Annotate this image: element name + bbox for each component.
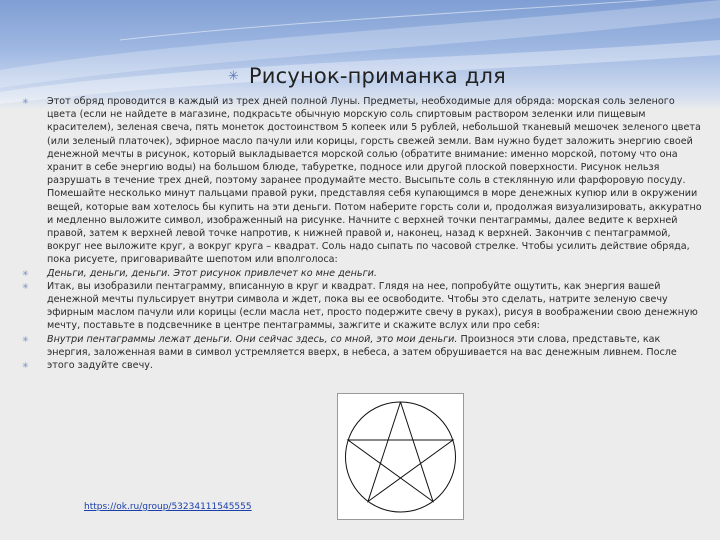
pentagram-icon (338, 394, 463, 519)
paragraph-1 (22, 95, 702, 267)
header-swoosh (0, 0, 720, 110)
paragraph-italic: Внутри пентаграммы лежат деньги. Они сейчас здесь, со мной, это мои деньги. (47, 333, 458, 345)
slide-body (22, 95, 702, 425)
paragraph-5 (22, 359, 702, 372)
paragraph-italic: Деньги, деньги, деньги. Этот рисунок привлечет ко мне деньги. (47, 267, 377, 279)
bullet-icon: ✳ (22, 268, 29, 278)
title-text: Рисунок-приманка для (248, 64, 506, 88)
pentagram-image (337, 393, 464, 520)
paragraph-3 (22, 280, 702, 333)
paragraph-text: этого задуйте свечу. (47, 360, 153, 372)
bullet-icon: ✳ (22, 281, 29, 291)
source-link[interactable]: https://ok.ru/group/53234111545555 (84, 502, 252, 512)
paragraph-2 (22, 267, 702, 280)
slide-title (228, 63, 628, 89)
paragraph-4 (22, 333, 702, 359)
bullet-icon: ✳ (22, 361, 29, 371)
bullet-icon: ✳ (22, 97, 29, 106)
bullet-icon: ✳ (22, 334, 29, 344)
title-bullet-icon: ✳ (228, 68, 239, 84)
header-band (0, 0, 720, 110)
paragraph-text: Произнося эти слова, представьте, как энергия, заложенная вами в символ устремляется вверх, в небеса, а затем обрушивается на вас денежным ливнем. После (47, 333, 677, 358)
paragraph-text: Этот обряд проводится в каждый из трех дней полной Луны. Предметы, необходимые для обряда: морская соль зеленого цвета (если не найдете в магазине, подкрасьте обычную морскую соль спиртовым раствором зеленки или пищевым красителем), зеленая свеча, пять монеток достоинством 5 копеек или 5 рублей, небольшой тканевый мешочек зеленого цвета (или зеленый платочек), эфирное масло пачули или корицы, горсть свежей земли. Вам нужно будет заложить энергию своей денежной мечты в рисунок, который выкладывается морской солью (обратите внимание: именно морской, потому что она хранит в себе энергию воды) на большом блюде, табуретке, подносе или другой плоской поверхности. Рисунок нельзя разрушать в течение трех дней, поэтому заранее продумайте место. Высыпьте соль в стеклянную или фарфоровую посуду. Помешайте несколько минут пальцами правой руки, представляя себя купающимся в море денежных купюр или в окружении вещей, которые вам хотелось бы купить на эти деньги. Потом наберите горсть соли и, продолжая визуализировать, аккуратно и медленно выложите символ, изображенный на рисунке. Начните с верхней точки пентаграммы, далее ведите к верхней правой, затем к верхней левой точке напротив, к нижней правой и, наконец, назад к верхней. Закончив с пентаграммой, вокруг нее выложите круг, а вокруг круга – квадрат. Соль надо сыпать по часовой стрелке. Чтобы усилить действие обряда, пока рисуете, приговаривайте шепотом или вполголоса: (47, 96, 702, 266)
paragraph-text: Итак, вы изобразили пентаграмму, вписанную в круг и квадрат. Глядя на нее, попробуйте ощутить, как энергия вашей денежной мечты пульсирует внутри символа и ждет, пока вы ее освободите. Чтобы это сделать, натрите зеленую свечу эфирным маслом пачули или корицы (если масла нет, просто подержите свечу в руках), риcуя в воображении свою денежную мечту, поставьте в подсвечнике в центре пентаграммы, зажгите и скажите вслух или про себя: (47, 280, 698, 332)
